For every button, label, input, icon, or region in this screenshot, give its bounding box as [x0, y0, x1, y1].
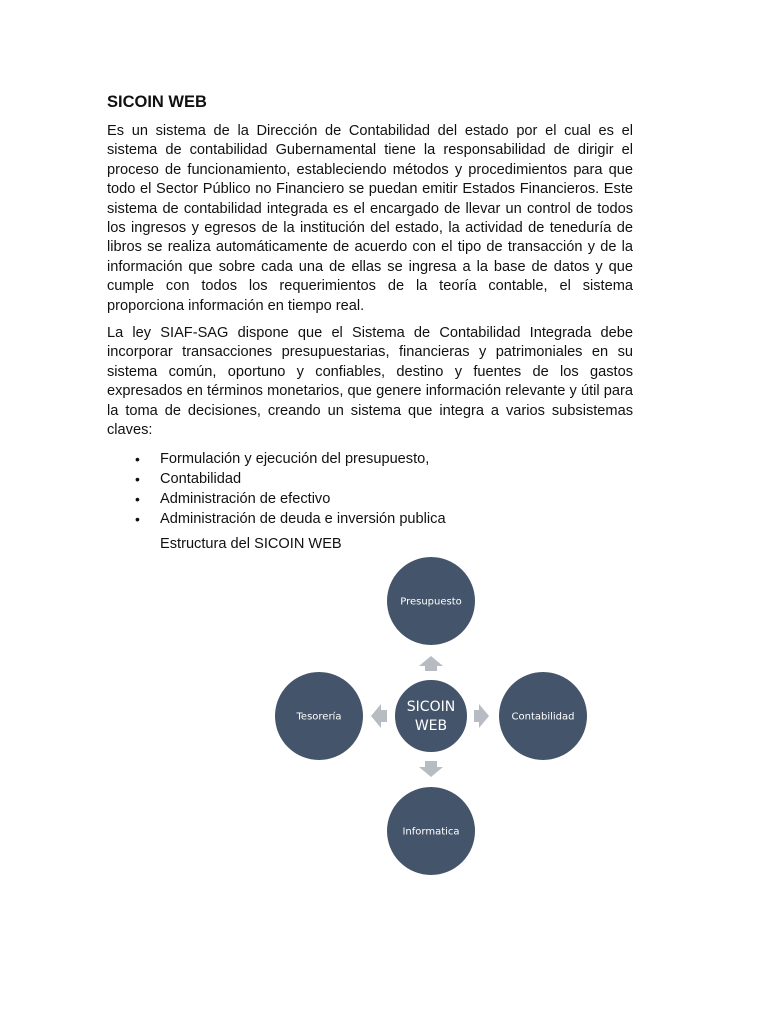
node-presupuesto-label: Presupuesto	[400, 596, 462, 608]
diagram-caption: Estructura del SICOIN WEB	[160, 536, 342, 552]
node-contabilidad-label: Contabilidad	[511, 711, 575, 723]
bullet-icon: •	[135, 491, 140, 508]
node-sicoin-web	[394, 679, 468, 753]
center-label-line1: SICOIN	[406, 699, 456, 715]
arrow-up-icon	[419, 656, 443, 671]
node-informatica	[386, 786, 476, 876]
list-item-text: Administración de deuda e inversión publica	[160, 511, 446, 528]
paragraph-law: La ley SIAF-SAG dispone que el Sistema de Contabilidad Integrada debe incorporar transacciones presupuestarias, financieras y patrimoniales en su sistema común, oportuno y confiables, destino y fuentes de los gastos expresados en términos monetarios, que genere información relevante y útil para la toma de decisiones, creando un sistema que integra a varios subsistemas claves:	[107, 325, 633, 439]
node-contabilidad	[498, 671, 588, 761]
node-tesoreria	[274, 671, 364, 761]
paragraph-intro: Es un sistema de la Dirección de Contabilidad del estado por el cual es el sistema de contabilidad Gubernamental tiene la responsabilidad de dirigir el proceso de funcionamiento, estableciendo métodos y procedimientos para que todo el Sector Público no Financiero se puedan emitir Estados Financieros. Este sistema de contabilidad integrada es el encargado de llevar un control de todos los ingresos y egresos de la institución del estado, la actividad de teneduría de libros se realiza automáticamente de acuerdo con el tipo de transacción y de la información que sobre cada una de ellas se ingresa a la base de datos y que cumple con todos los requerimientos de la teoría contable, el sistema proporciona información en tiempo real.	[107, 123, 633, 314]
node-informatica-label: Informatica	[402, 826, 460, 838]
node-presupuesto	[386, 556, 476, 646]
list-item-text: Administración de efectivo	[160, 491, 331, 508]
bullet-icon: •	[135, 470, 140, 487]
arrow-right-icon	[474, 704, 489, 728]
list-item-text: Contabilidad	[160, 470, 242, 487]
document-title: SICOIN WEB	[107, 93, 207, 111]
bullet-icon: •	[135, 450, 140, 467]
arrow-left-icon	[371, 704, 387, 728]
center-label-line2: WEB	[414, 718, 448, 734]
bullet-icon: •	[135, 511, 140, 528]
list-item-text: Formulación y ejecución del presupuesto,	[160, 450, 430, 467]
arrow-down-icon	[419, 761, 443, 777]
node-tesoreria-label: Tesorería	[296, 711, 342, 723]
